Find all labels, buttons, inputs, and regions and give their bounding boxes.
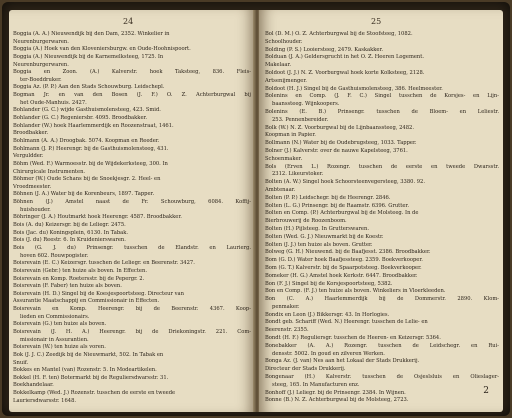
entry-line: Bon (C. A.) Haarlemmerdijk bij de Dommerstr. 2890. Klom-	[265, 296, 499, 303]
open-book	[2, 2, 510, 416]
entry-line: Ambtenaar.	[265, 186, 296, 193]
entry-line: Bonebakker (A. A.) Rozengr. tusschen de Leidschegr. en Rui-	[265, 342, 499, 349]
left-page-text	[13, 31, 251, 404]
left-page	[9, 10, 255, 412]
entry-line: Vroedmeester.	[13, 183, 52, 190]
entry-line: Bolten (Wed. G. J.) Nieuwmarkt bij de Koestr.	[265, 233, 384, 240]
entry-line: Bohlander (W.) hoek Haarlemmerdijk en Roozenstraat, 1461.	[13, 122, 174, 129]
entry-line: Neurenburgerwaren.	[13, 61, 69, 68]
entry-line: densstr. 5002. In goud en zilveren Werken.	[272, 350, 385, 357]
entry-line: Bols (Erven L.) Rozengr. tusschen de eerste en tweede Dwarsstr.	[265, 163, 499, 170]
entry-line: Boisrevain (E. C.) Keizersgr. tusschen de Leliegr. en Beerenstr. 3427.	[13, 260, 195, 267]
entry-line: Makelaar.	[265, 62, 292, 69]
entry-line: Boisrevain (J. H. A.) Heerengr. bij de Driekoningstr. 221. Com-	[13, 328, 251, 335]
entry-line: penmaker.	[272, 303, 300, 310]
entry-line: huishouder.	[20, 206, 51, 213]
entry-line: Bondix en Leon (J.) Bikkersgr. 43. In Horlogies.	[265, 311, 390, 318]
entry-line: 2312. Likeurstoker.	[272, 171, 324, 178]
entry-line: Beerenstr. 2355.	[265, 327, 309, 334]
entry-line: Schoolhouder.	[265, 38, 303, 45]
entry-line: Bokkes en Mantel (van) Rozenstr. 5. In Modeartikelen.	[13, 367, 157, 374]
entry-line: Bogman Jr. en van den Bosen (J. F.) O. Z. Achterburgwal bij	[13, 92, 251, 99]
entry-line: Boggia (A.) Nieuwendijk bij de Karnemelksteeg, 1725. In	[13, 53, 164, 60]
entry-line: ter-Boeddruker.	[20, 76, 62, 83]
entry-line: het Oude-Manhuis. 2427.	[20, 99, 87, 106]
entry-line: Bonne (B.) N. Z. Achterburgwal bij de Molsteeg, 2723.	[265, 397, 409, 404]
entry-line: Böhm (Wed. F.) Warmoesstr. bij de Wijdekerksteeg, 300. In	[13, 160, 168, 167]
entry-line: Boggia en Zoon. (A.) Kalverstr. hoek Taksteeg, 836. Fleis-	[13, 69, 251, 76]
corner-mark: 2	[483, 386, 489, 396]
entry-line: Broodbakker.	[13, 130, 49, 137]
entry-line: Boekhandelaar.	[13, 382, 54, 389]
entry-line: Boisrevain (Gebr.) ten huize als boven. In Effecten.	[13, 267, 147, 274]
entry-line: Boisrevain en Komp. Heerengr. bij de Beerenstr. 4367. Koop-	[13, 306, 251, 313]
entry-line: Verguldder.	[13, 153, 44, 160]
entry-line: Koopman in Papier.	[265, 132, 316, 139]
right-page	[259, 10, 503, 412]
entry-line: Bom (G. T.) Kalverstr. bij de Spaarpotsteeg. Boekverkooper.	[265, 264, 422, 271]
entry-line: Bohlander (G. C.) wijde Gasthuismolensteeg, 423. Smid.	[13, 107, 161, 114]
entry-line: Bohlander (G. C.) Regeniersbr. 4095. Broodbakker.	[13, 115, 148, 122]
entry-line: Boggia (A. A.) Nieuwendijk bij den Dam, 2352. Winkelier in	[13, 31, 170, 37]
entry-line: Artsenijmenger.	[265, 77, 307, 84]
entry-line: Bolten en Comp. (P.) Achterburgwal bij de Molsteeg. In de	[265, 210, 419, 217]
entry-line: Boisrevain (W.) ten huize als voren.	[13, 344, 106, 351]
entry-line: Boggia (A.) Hoek van den Kloveniersburgw. en Oude-Hoohnispoort.	[13, 46, 191, 53]
entry-line: Bolding (P. S.) Looiersteeg, 2479. Kaskakker.	[265, 46, 384, 53]
right-page-number: 25	[371, 17, 382, 26]
entry-line: Bon en Comp. (F. J.) ten huize als boven. Winkeliers in Vloerkleeden.	[265, 288, 446, 295]
entry-line: Bolten (P. P.) Leidschegr. bij de Heerengr. 2846.	[265, 194, 391, 201]
entry-line: hoven 602. Rouwpogister.	[20, 252, 89, 259]
entry-line: Boldoot (J. J.) N. Z. Voorburgwal hoek korte Kolksteeg, 2128.	[265, 69, 425, 76]
entry-line: Bokkelkamp (Wed. J.) Rozenstr. tusschen de eerste en tweede	[13, 390, 176, 397]
entry-line: baanssteeg. Wijnkoopers.	[272, 101, 340, 108]
entry-line: Bohlmann (A. A.) Droogbak. 5074. Koopman en Reeder.	[13, 137, 160, 144]
entry-line: Bol (D. M.) O. Z. Achterburgwal bij de Stoofsteeg, 1082.	[265, 31, 413, 37]
entry-line: Bongenaar (H.) Kalverstr. tusschen de Osjeslsluis en Olieslager-	[265, 374, 499, 381]
entry-line: Bolweg (G. H.) Nieuwend. bij de Baafjesst. 2386. Broodbakker.	[265, 249, 431, 256]
entry-line: Bon (F. J.) Singel bij de Korsjespoortsteeg, 5382.	[265, 280, 393, 287]
entry-line: Bondt geb. Schariff (Wed. N.) Heerengr. tusschen de Lelie- en	[265, 319, 428, 326]
entry-line: Bierbrouwerij de Roozenboom.	[265, 218, 347, 225]
right-page-text	[265, 31, 499, 404]
entry-line: Bois (Jac. du) Koningsplein, 6130. In Tabak.	[13, 229, 129, 236]
entry-line: Boisrevain (G.) ten huize als boven.	[13, 321, 107, 328]
entry-line: Bondt (H. F.) Reguliersgr. tusschen de Heeren- en Keizersgr. 5364.	[265, 335, 441, 342]
entry-line: Bolner (J.) Kalverstr. over de nauwe Kapelsteeg, 3761.	[265, 147, 408, 154]
entry-line: Bok (J. J. C.) Zeedijk bij de Nieuwmarkt, 502. In Tabak en	[13, 351, 164, 358]
entry-line: 253. Pennenbereider.	[272, 116, 329, 123]
entry-line: Boisrevain (F. Faber) ten huize als boven.	[13, 283, 122, 290]
entry-line: Boisrevain en Komp. Roetersstr. bij de Pepergr. 2.	[13, 275, 145, 282]
entry-line: Bolenins (E. B.) Prinsengr. tusschen de Bloem- en Leliestr.	[265, 108, 499, 115]
entry-line: Boggia Az. (P. P.) Aan den Stads Schouwburg. Leidschepl.	[13, 84, 165, 91]
entry-line: Böhmer (W.) Oude Schans bij de Snoekjesgr. 2. Heel- en	[13, 176, 161, 183]
entry-line: Bolenins en Comp. (J. F. C.) Singel tusschen de Korsjes- en Lijn-	[265, 93, 499, 100]
entry-line: Schoenmaker.	[265, 155, 303, 162]
entry-line: Boldoot (H. J.) Singel bij de Gasthuismolensteeg, 386. Heelmeester.	[265, 85, 443, 92]
entry-line: Böhringer (J. A.) Houtmarkt hoek Heerengr. 4587. Broodbakker.	[13, 214, 182, 221]
entry-line: Chirurgicale Instrumenten.	[13, 168, 86, 175]
entry-line: Neurenburgerwaren.	[13, 38, 69, 45]
entry-line: Snuif.	[13, 359, 29, 366]
entry-line: Bolduan (J. A.) Geldersgrucht in het O. Z. Heeren Logement.	[265, 54, 425, 61]
entry-line: steeg, 165. In Manufacturen enz.	[272, 381, 360, 388]
entry-line: Bolten (L. G.) Prinsengr. bij de Raamstr. 6396. Grutter.	[265, 202, 409, 209]
entry-line: Bois (G. J. du) Prinsengr. tusschen de Elandstr. en Laurierg.	[13, 244, 251, 251]
entry-line: Boisrevain (H. D.) Singel bij de Koesjespoortsteeg. Directeur van	[13, 290, 184, 297]
entry-line: Böhnen (J. A.) Water bij de Korenbeurs, 1897. Tapper.	[13, 191, 155, 198]
entry-line: Böhnen (J.) Amstel naast de Fr. Schouwburg, 6084. Koffij-	[13, 199, 251, 206]
entry-line: Bokkel (H. F. ten) Botermarkt bij de Reguliersdwarsstr. 31.	[13, 374, 169, 381]
entry-line: Bollmann (N.) Water bij de Oudebrugsteeg, 1033. Tapper.	[265, 140, 417, 147]
entry-line: Bonga Az. (J. van) Nes aan het Lokaal der Stads Drukkerij.	[265, 358, 420, 365]
entry-line: Bolten (J. J.) ten huize als boven. Grutter.	[265, 241, 373, 248]
entry-line: missionair in Assurantien.	[20, 336, 89, 343]
entry-line: Assurantie Maatschappij en Commissionair in Effecten.	[13, 298, 160, 305]
entry-line: Bolten (H.) Pijlsteeg. In Grutterswaren.	[265, 225, 369, 232]
entry-line: Bolk (W.) N. Z. Voorburgwal bij de Lijnbaanssteeg, 2482.	[265, 124, 414, 131]
entry-line: Bois (A. du) Keizersgr. bij de Leliegr. 2475.	[13, 222, 126, 229]
entry-line: Bom (G. D.) Water hoek Baafjessteeg. 2359. Boekverkooper.	[265, 257, 423, 264]
entry-line: lieden en Commissionairs.	[20, 313, 90, 320]
entry-line: Lauriersdwarsstr. 1648.	[13, 397, 77, 404]
left-page-number: 24	[123, 17, 134, 26]
entry-line: Bonhoff (J.) Leliegr. bij de Prinsengr. 2384. In Wijnen.	[265, 389, 406, 396]
entry-line: Directeur der Stads Drukkerij.	[265, 366, 346, 373]
entry-line: Bolten (A. W.) Singel hoek Schoorsteenvegersteeg, 3380. 92.	[265, 179, 426, 186]
entry-line: Bomeker (H. G.) Amstel hoek Kerkstr. 6447. Broodbakker.	[265, 272, 418, 279]
entry-line: Bois (J. du) Reestr. 6. In Kruidenierswaren.	[13, 237, 126, 244]
entry-line: Bohlmann (J. P.) Heerengr. bij de Gasthuismolensteeg, 431.	[13, 145, 169, 152]
